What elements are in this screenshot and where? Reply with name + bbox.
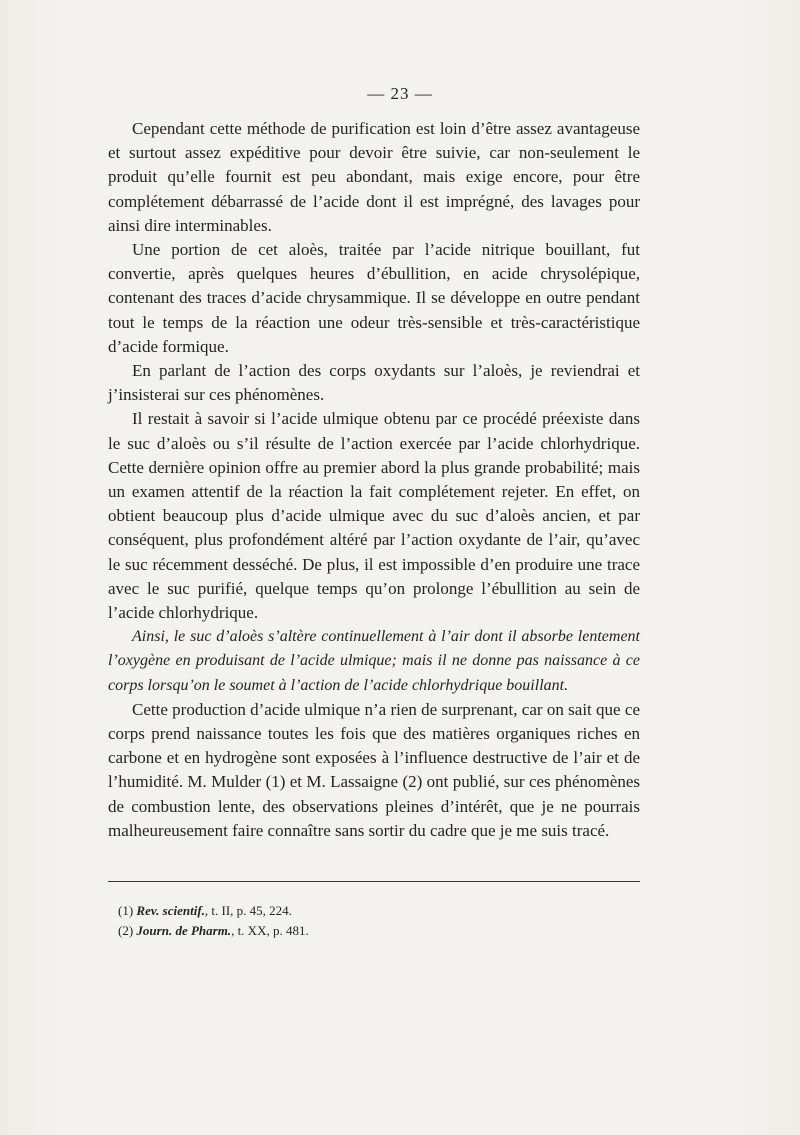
footnotes: [118, 901, 638, 941]
footnote-number: (1): [118, 903, 134, 918]
footnote-location: , t. XX, p. 481.: [231, 923, 309, 938]
footnote-location: , t. II, p. 45, 224.: [204, 903, 292, 918]
footnote: [118, 901, 638, 921]
footnote-source: Journ. de Pharm.: [136, 923, 232, 938]
paragraph: Cette production d’acide ulmique n’a rien de surprenant, car on sait que ce corps prend naissance toutes les fois que des matières organiques riches en carbone et en hydrogène sont exposées à l’influence destructive de l’air et de l’humidité. M. Mulder (1) et M. Lassaigne (2) ont publié, sur ces phénomènes de combustion lente, des observations pleines d’intérêt, que je ne pourrais malheureusement faire connaître sans sortir du cadre que je me suis tracé.: [108, 699, 640, 840]
footnote-rule: [108, 881, 640, 882]
body-text: [108, 117, 640, 843]
page-number: — 23 —: [367, 84, 433, 103]
footnote-number: (2): [118, 923, 134, 938]
footnote: [118, 921, 638, 941]
paragraph: Il restait à savoir si l’acide ulmique obtenu par ce procédé préexiste dans le suc d’aloès ou s’il résulte de l’action exercée par l’acide chlorhydrique. Cette dernière opinion offre au premier abord la plus grande probabilité; mais un examen attentif de la réaction la fait complétement rejeter. En effet, on obtient beaucoup plus d’acide ulmique avec du suc d’aloès ancien, et par conséquent, plus profondément altéré par l’action oxydante de l’air, qu’avec le suc récemment desséché. De plus, il est impossible d’en produire une trace avec le suc purifié, quelque temps qu’on prolonge l’ébullition au sein de l’acide chlorhydrique.: [108, 409, 640, 623]
paragraph: Une portion de cet aloès, traitée par l’acide nitrique bouillant, fut convertie, après quelques heures d’ébullition, en acide chrysolépique, contenant des traces d’acide chrysammique. Il se développe en outre pendant tout le temps de la réaction une odeur très-sensible et très-caractéristique d’acide formique.: [108, 240, 640, 356]
paragraph: Cependant cette méthode de purification est loin d’être assez avantageuse et surtout assez expéditive pour devoir être suivie, car non-seulement le produit qu’elle fournit est peu abondant, mais exige encore, pour être complétement débarrassé de l’acide dont il est imprégné, des lavages pour ainsi dire interminables.: [108, 119, 640, 235]
paragraph: En parlant de l’action des corps oxydants sur l’aloès, je reviendrai et j’insisterai sur ces phénomènes.: [108, 361, 640, 405]
footnote-source: Rev. scientif.: [136, 903, 205, 918]
italic-paragraph: Ainsi, le suc d’aloès s’altère continuellement à l’air dont il absorbe lentement l’oxygène en produisant de l’acide ulmique; mais il ne donne pas naissance à ce corps lorsqu’on le soumet à l’action de l’acide chlorhydrique bouillant.: [108, 628, 640, 694]
